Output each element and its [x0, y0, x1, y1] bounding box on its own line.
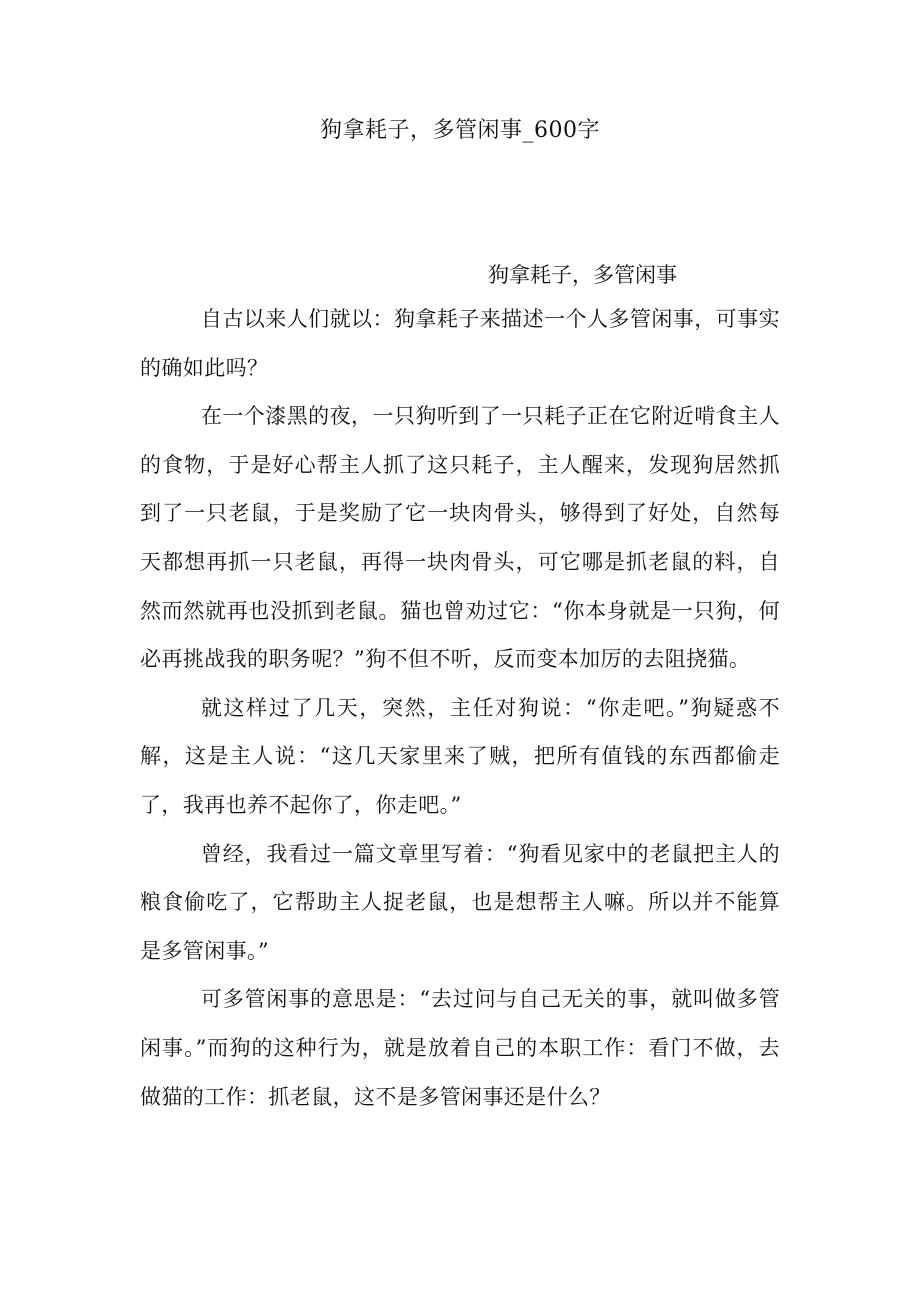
paragraph-5: 可多管闲事的意思是：“去过问与自己无关的事，就叫做多管闲事。”而狗的这种行为，就是放着自己的本职工作：看门不做，去做猫的工作：抓老鼠，这不是多管闲事还是什么？ — [140, 987, 780, 1109]
paragraph-4: 曾经，我看过一篇文章里写着：“狗看见家中的老鼠把主人的粮食偷吃了，它帮助主人捉老鼠，也是想帮主人嘛。所以并不能算是多管闲事。” — [140, 841, 780, 963]
article-body — [140, 255, 780, 1121]
paragraph-3: 就这样过了几天，突然，主任对狗说：“你走吧。”狗疑惑不解，这是主人说：“这几天家里来了贼，把所有值钱的东西都偷走了，我再也养不起你了，你走吧。” — [140, 695, 780, 817]
paragraph-1: 自古以来人们就以：狗拿耗子来描述一个人多管闲事，可事实的确如此吗？ — [140, 307, 780, 380]
paragraph-2: 在一个漆黑的夜，一只狗听到了一只耗子正在它附近啃食主人的食物，于是好心帮主人抓了这只耗子，主人醒来，发现狗居然抓到了一只老鼠，于是奖励了它一块肉骨头，够得到了好处，自然每天都想再抓一只老鼠，再得一块肉骨头，可它哪是抓老鼠的料，自然而然就再也没抓到老鼠。猫也曾劝过它：“你本身就是一只狗，何必再挑战我的职务呢？”狗不但不听，反而变本加厉的去阻挠猫。 — [140, 404, 780, 672]
document-title: 狗拿耗子，多管闲事_600字 — [320, 118, 600, 143]
article-heading: 狗拿耗子，多管闲事 — [488, 263, 677, 287]
